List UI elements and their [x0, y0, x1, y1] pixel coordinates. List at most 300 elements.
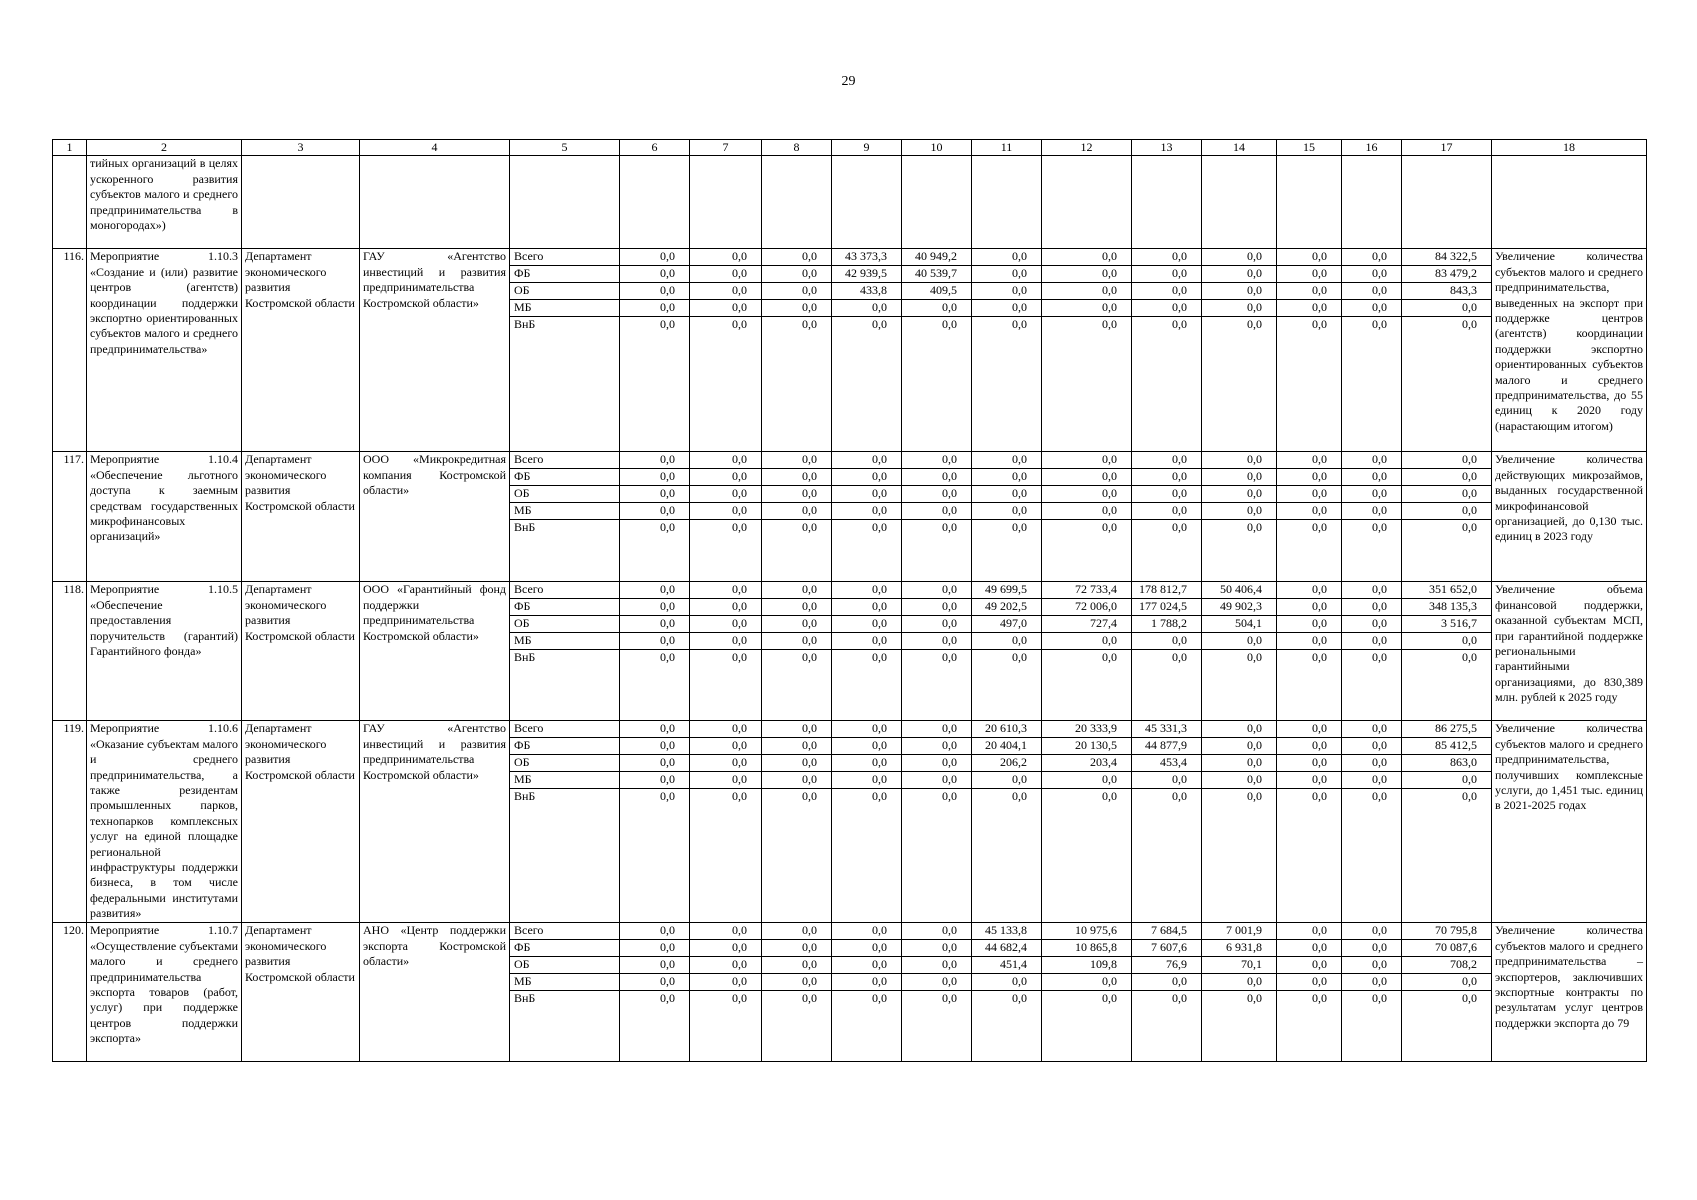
- amount-cell: 0,0: [1342, 940, 1402, 957]
- amount-cell: 0,0: [762, 503, 832, 520]
- amount-cell: 0,0: [762, 317, 832, 452]
- amount-cell: 45 331,3: [1132, 721, 1202, 738]
- cell: [1132, 156, 1202, 249]
- funding-source: Всего: [510, 582, 620, 599]
- amount-cell: 0,0: [972, 283, 1042, 300]
- funding-source: Всего: [510, 249, 620, 266]
- amount-cell: 3 516,7: [1402, 616, 1492, 633]
- expected-result: Увеличение количества действующих микрозаймов, выданных государственной микрофинансовой организацией, до 0,130 тыс. единиц в 2023 году: [1492, 452, 1647, 582]
- amount-cell: 0,0: [690, 789, 762, 923]
- amount-cell: 0,0: [832, 991, 902, 1062]
- continuation-text: тийных организаций в целях ускоренного развития субъектов малого и среднего предпринимательства в моногородах»): [87, 156, 242, 249]
- funding-row: [53, 923, 1647, 940]
- amount-cell: 0,0: [902, 721, 972, 738]
- funding-source: ВнБ: [510, 520, 620, 582]
- column-number: 3: [242, 140, 360, 156]
- amount-cell: 0,0: [832, 582, 902, 599]
- funding-source: ФБ: [510, 266, 620, 283]
- cell: [972, 156, 1042, 249]
- amount-cell: 0,0: [1132, 300, 1202, 317]
- amount-cell: 0,0: [690, 582, 762, 599]
- amount-cell: 72 006,0: [1042, 599, 1132, 616]
- amount-cell: 0,0: [1342, 300, 1402, 317]
- amount-cell: 40 949,2: [902, 249, 972, 266]
- column-number: 1: [53, 140, 87, 156]
- amount-cell: 0,0: [1042, 789, 1132, 923]
- amount-cell: 0,0: [832, 940, 902, 957]
- amount-cell: 10 975,6: [1042, 923, 1132, 940]
- amount-cell: 0,0: [972, 789, 1042, 923]
- amount-cell: 0,0: [1277, 957, 1342, 974]
- amount-cell: 0,0: [832, 974, 902, 991]
- column-number: 10: [902, 140, 972, 156]
- amount-cell: 0,0: [1402, 469, 1492, 486]
- amount-cell: 0,0: [832, 755, 902, 772]
- amount-cell: 0,0: [1277, 582, 1342, 599]
- amount-cell: 0,0: [1202, 283, 1277, 300]
- amount-cell: 0,0: [1402, 300, 1492, 317]
- amount-cell: 0,0: [1202, 650, 1277, 721]
- amount-cell: 0,0: [620, 755, 690, 772]
- event-description: Мероприятие 1.10.4 «Обеспечение льготного доступа к заемным средствам государственных микрофинансовых организаций»: [87, 452, 242, 582]
- amount-cell: 0,0: [972, 650, 1042, 721]
- amount-cell: 0,0: [620, 633, 690, 650]
- amount-cell: 0,0: [690, 503, 762, 520]
- column-number: 6: [620, 140, 690, 156]
- cell: [1342, 156, 1402, 249]
- amount-cell: 0,0: [690, 452, 762, 469]
- amount-cell: 0,0: [902, 520, 972, 582]
- cell: [620, 156, 690, 249]
- amount-cell: 0,0: [620, 283, 690, 300]
- amount-cell: 0,0: [690, 469, 762, 486]
- amount-cell: 206,2: [972, 755, 1042, 772]
- amount-cell: 409,5: [902, 283, 972, 300]
- expected-result: Увеличение количества субъектов малого и среднего предпринимательства – экспортеров, заключивших экспортные контракты по результатам услуг центров поддержки экспорта до 79: [1492, 923, 1647, 1062]
- amount-cell: 0,0: [1202, 317, 1277, 452]
- event-number: 118.: [53, 582, 87, 721]
- cell: [690, 156, 762, 249]
- amount-cell: 0,0: [972, 317, 1042, 452]
- amount-cell: 0,0: [1277, 974, 1342, 991]
- amount-cell: 0,0: [620, 991, 690, 1062]
- funding-source: ФБ: [510, 940, 620, 957]
- funding-source: ФБ: [510, 469, 620, 486]
- amount-cell: 0,0: [1277, 721, 1342, 738]
- cell: [1402, 156, 1492, 249]
- cell: [242, 156, 360, 249]
- amount-cell: 0,0: [1342, 503, 1402, 520]
- amount-cell: 351 652,0: [1402, 582, 1492, 599]
- amount-cell: 0,0: [902, 616, 972, 633]
- column-number-row: [53, 140, 1647, 156]
- cell: [1042, 156, 1132, 249]
- amount-cell: 0,0: [1202, 755, 1277, 772]
- amount-cell: 0,0: [1277, 616, 1342, 633]
- amount-cell: 7 684,5: [1132, 923, 1202, 940]
- amount-cell: 0,0: [1277, 317, 1342, 452]
- amount-cell: 70 795,8: [1402, 923, 1492, 940]
- funding-source: ОБ: [510, 616, 620, 633]
- amount-cell: 0,0: [832, 300, 902, 317]
- amount-cell: 0,0: [902, 300, 972, 317]
- amount-cell: 348 135,3: [1402, 599, 1492, 616]
- amount-cell: 20 333,9: [1042, 721, 1132, 738]
- cell: [1492, 156, 1647, 249]
- amount-cell: 0,0: [972, 486, 1042, 503]
- amount-cell: 0,0: [620, 520, 690, 582]
- amount-cell: 0,0: [902, 317, 972, 452]
- amount-cell: 0,0: [1342, 469, 1402, 486]
- amount-cell: 0,0: [1277, 452, 1342, 469]
- column-number: 16: [1342, 140, 1402, 156]
- amount-cell: 0,0: [1202, 738, 1277, 755]
- funding-source: ВнБ: [510, 789, 620, 923]
- amount-cell: 0,0: [1202, 789, 1277, 923]
- column-number: 12: [1042, 140, 1132, 156]
- amount-cell: 0,0: [690, 923, 762, 940]
- amount-cell: 504,1: [1202, 616, 1277, 633]
- amount-cell: 0,0: [690, 755, 762, 772]
- funding-source: МБ: [510, 772, 620, 789]
- amount-cell: 0,0: [690, 957, 762, 974]
- amount-cell: 0,0: [690, 772, 762, 789]
- amount-cell: 0,0: [1132, 469, 1202, 486]
- amount-cell: 0,0: [690, 633, 762, 650]
- amount-cell: 0,0: [762, 300, 832, 317]
- amount-cell: 0,0: [762, 469, 832, 486]
- responsible-executor: Департамент экономического развития Костромской области: [242, 249, 360, 452]
- amount-cell: 0,0: [1402, 772, 1492, 789]
- amount-cell: 84 322,5: [1402, 249, 1492, 266]
- amount-cell: 0,0: [902, 582, 972, 599]
- amount-cell: 0,0: [902, 991, 972, 1062]
- amount-cell: 0,0: [1402, 974, 1492, 991]
- amount-cell: 0,0: [832, 772, 902, 789]
- amount-cell: 0,0: [690, 266, 762, 283]
- funding-source: МБ: [510, 974, 620, 991]
- amount-cell: 6 931,8: [1202, 940, 1277, 957]
- column-number: 17: [1402, 140, 1492, 156]
- amount-cell: 0,0: [1342, 789, 1402, 923]
- page-number: 29: [841, 74, 856, 89]
- amount-cell: 0,0: [832, 469, 902, 486]
- amount-cell: 7 001,9: [1202, 923, 1277, 940]
- participant: ГАУ «Агентство инвестиций и развития предпринимательства Костромской области»: [360, 721, 510, 923]
- amount-cell: 0,0: [1132, 650, 1202, 721]
- responsible-executor: Департамент экономического развития Костромской области: [242, 721, 360, 923]
- amount-cell: 0,0: [1342, 486, 1402, 503]
- amount-cell: 0,0: [690, 317, 762, 452]
- cell: [360, 156, 510, 249]
- column-number: 15: [1277, 140, 1342, 156]
- amount-cell: 0,0: [832, 923, 902, 940]
- amount-cell: 0,0: [762, 650, 832, 721]
- amount-cell: 0,0: [972, 633, 1042, 650]
- amount-cell: 0,0: [1277, 923, 1342, 940]
- amount-cell: 49 902,3: [1202, 599, 1277, 616]
- amount-cell: 0,0: [690, 599, 762, 616]
- amount-cell: 0,0: [1132, 452, 1202, 469]
- amount-cell: 0,0: [1132, 503, 1202, 520]
- amount-cell: 0,0: [762, 755, 832, 772]
- amount-cell: 0,0: [1277, 650, 1342, 721]
- amount-cell: 0,0: [1277, 249, 1342, 266]
- amount-cell: 0,0: [1132, 772, 1202, 789]
- amount-cell: 0,0: [620, 300, 690, 317]
- amount-cell: 433,8: [832, 283, 902, 300]
- amount-cell: 0,0: [832, 738, 902, 755]
- expected-result: Увеличение объема финансовой поддержки, оказанной субъектам МСП, при гарантийной поддержке региональными гарантийными организациями, до 830,389 млн. рублей к 2025 году: [1492, 582, 1647, 721]
- column-number: 14: [1202, 140, 1277, 156]
- cell: [902, 156, 972, 249]
- amount-cell: 0,0: [1132, 317, 1202, 452]
- amount-cell: 0,0: [1042, 503, 1132, 520]
- amount-cell: 0,0: [902, 974, 972, 991]
- amount-cell: 0,0: [1402, 650, 1492, 721]
- amount-cell: 0,0: [972, 991, 1042, 1062]
- amount-cell: 0,0: [832, 520, 902, 582]
- amount-cell: 0,0: [1277, 283, 1342, 300]
- amount-cell: 0,0: [762, 582, 832, 599]
- responsible-executor: Департамент экономического развития Костромской области: [242, 582, 360, 721]
- amount-cell: 0,0: [902, 633, 972, 650]
- amount-cell: 0,0: [1132, 266, 1202, 283]
- amount-cell: 50 406,4: [1202, 582, 1277, 599]
- amount-cell: 0,0: [690, 300, 762, 317]
- amount-cell: 0,0: [1132, 991, 1202, 1062]
- amount-cell: 42 939,5: [832, 266, 902, 283]
- amount-cell: 0,0: [620, 503, 690, 520]
- amount-cell: 0,0: [1342, 599, 1402, 616]
- amount-cell: 451,4: [972, 957, 1042, 974]
- column-number: 11: [972, 140, 1042, 156]
- amount-cell: 0,0: [1277, 738, 1342, 755]
- cell: [1277, 156, 1342, 249]
- amount-cell: 40 539,7: [902, 266, 972, 283]
- funding-source: ВнБ: [510, 650, 620, 721]
- amount-cell: 727,4: [1042, 616, 1132, 633]
- amount-cell: 0,0: [1202, 772, 1277, 789]
- amount-cell: 0,0: [1277, 520, 1342, 582]
- amount-cell: 0,0: [1202, 300, 1277, 317]
- amount-cell: 0,0: [1402, 486, 1492, 503]
- amount-cell: 0,0: [762, 616, 832, 633]
- amount-cell: 0,0: [762, 772, 832, 789]
- amount-cell: 0,0: [762, 991, 832, 1062]
- amount-cell: 0,0: [902, 923, 972, 940]
- amount-cell: 0,0: [690, 991, 762, 1062]
- amount-cell: 0,0: [1042, 650, 1132, 721]
- amount-cell: 0,0: [1342, 991, 1402, 1062]
- column-number: 4: [360, 140, 510, 156]
- amount-cell: 0,0: [620, 738, 690, 755]
- amount-cell: 0,0: [902, 599, 972, 616]
- amount-cell: 0,0: [690, 283, 762, 300]
- funding-source: МБ: [510, 300, 620, 317]
- amount-cell: 0,0: [1402, 789, 1492, 923]
- amount-cell: 72 733,4: [1042, 582, 1132, 599]
- amount-cell: 178 812,7: [1132, 582, 1202, 599]
- amount-cell: 0,0: [902, 650, 972, 721]
- funding-source: ОБ: [510, 957, 620, 974]
- amount-cell: 0,0: [902, 789, 972, 923]
- amount-cell: 0,0: [762, 283, 832, 300]
- amount-cell: 0,0: [690, 616, 762, 633]
- column-number: 5: [510, 140, 620, 156]
- amount-cell: 453,4: [1132, 755, 1202, 772]
- amount-cell: 10 865,8: [1042, 940, 1132, 957]
- amount-cell: 0,0: [1402, 452, 1492, 469]
- funding-source: Всего: [510, 452, 620, 469]
- amount-cell: 0,0: [1277, 486, 1342, 503]
- amount-cell: 843,3: [1402, 283, 1492, 300]
- amount-cell: 0,0: [1042, 249, 1132, 266]
- amount-cell: 0,0: [1277, 266, 1342, 283]
- amount-cell: 0,0: [1277, 755, 1342, 772]
- column-number: 7: [690, 140, 762, 156]
- amount-cell: 0,0: [762, 599, 832, 616]
- amount-cell: 0,0: [620, 266, 690, 283]
- amount-cell: 0,0: [832, 957, 902, 974]
- amount-cell: 0,0: [1202, 266, 1277, 283]
- funding-source: ВнБ: [510, 317, 620, 452]
- amount-cell: 0,0: [1132, 974, 1202, 991]
- amount-cell: 0,0: [620, 582, 690, 599]
- funding-source: Всего: [510, 923, 620, 940]
- cell: [53, 156, 87, 249]
- amount-cell: 0,0: [1132, 283, 1202, 300]
- amount-cell: 0,0: [1342, 249, 1402, 266]
- expected-result: Увеличение количества субъектов малого и среднего предпринимательства, выведенных на экспорт при поддержке центров (агентств) координации поддержки экспортно ориентированных субъектов малого и среднего предпринимательства, до 55 единиц к 2020 году (нарастающим итогом): [1492, 249, 1647, 452]
- amount-cell: 0,0: [832, 452, 902, 469]
- column-number: 2: [87, 140, 242, 156]
- amount-cell: 0,0: [620, 650, 690, 721]
- amount-cell: 203,4: [1042, 755, 1132, 772]
- amount-cell: 0,0: [972, 520, 1042, 582]
- amount-cell: 0,0: [1342, 633, 1402, 650]
- funding-row: [53, 721, 1647, 738]
- amount-cell: 0,0: [762, 520, 832, 582]
- amount-cell: 0,0: [762, 957, 832, 974]
- amount-cell: 0,0: [1402, 991, 1492, 1062]
- column-number: 8: [762, 140, 832, 156]
- amount-cell: 0,0: [1132, 486, 1202, 503]
- amount-cell: 86 275,5: [1402, 721, 1492, 738]
- amount-cell: 20 404,1: [972, 738, 1042, 755]
- amount-cell: 70 087,6: [1402, 940, 1492, 957]
- amount-cell: 177 024,5: [1132, 599, 1202, 616]
- amount-cell: 0,0: [762, 923, 832, 940]
- amount-cell: 0,0: [690, 249, 762, 266]
- cell: [762, 156, 832, 249]
- amount-cell: 0,0: [620, 469, 690, 486]
- amount-cell: 0,0: [620, 923, 690, 940]
- expected-result: Увеличение количества субъектов малого и среднего предпринимательства, получивших комплексные услуги, до 1,451 тыс. единиц в 2021-2025 годах: [1492, 721, 1647, 923]
- funding-source: МБ: [510, 503, 620, 520]
- amount-cell: 0,0: [1202, 633, 1277, 650]
- event-number: 119.: [53, 721, 87, 923]
- amount-cell: 49 699,5: [972, 582, 1042, 599]
- amount-cell: 0,0: [620, 974, 690, 991]
- amount-cell: 0,0: [762, 789, 832, 923]
- amount-cell: 0,0: [620, 721, 690, 738]
- cell: [832, 156, 902, 249]
- funding-source: ОБ: [510, 283, 620, 300]
- column-number: 13: [1132, 140, 1202, 156]
- event-number: 116.: [53, 249, 87, 452]
- amount-cell: 7 607,6: [1132, 940, 1202, 957]
- amount-cell: 0,0: [972, 266, 1042, 283]
- amount-cell: 0,0: [1342, 582, 1402, 599]
- amount-cell: 0,0: [762, 266, 832, 283]
- amount-cell: 0,0: [902, 738, 972, 755]
- amount-cell: 0,0: [972, 300, 1042, 317]
- amount-cell: 0,0: [762, 721, 832, 738]
- amount-cell: 0,0: [690, 721, 762, 738]
- amount-cell: 0,0: [690, 520, 762, 582]
- amount-cell: 0,0: [1277, 503, 1342, 520]
- amount-cell: 0,0: [1042, 266, 1132, 283]
- amount-cell: 0,0: [1042, 317, 1132, 452]
- event-description: Мероприятие 1.10.7 «Осуществление субъектами малого и среднего предпринимательства экспорта товаров (работ, услуг) при поддержке центров поддержки экспорта»: [87, 923, 242, 1062]
- amount-cell: 44 877,9: [1132, 738, 1202, 755]
- amount-cell: 0,0: [1402, 520, 1492, 582]
- amount-cell: 0,0: [1342, 650, 1402, 721]
- amount-cell: 0,0: [902, 940, 972, 957]
- amount-cell: 0,0: [690, 940, 762, 957]
- amount-cell: 0,0: [902, 452, 972, 469]
- amount-cell: 0,0: [1342, 738, 1402, 755]
- amount-cell: 0,0: [1342, 772, 1402, 789]
- amount-cell: 83 479,2: [1402, 266, 1492, 283]
- event-description: Мероприятие 1.10.6 «Оказание субъектам малого и среднего предпринимательства, а также резидентам промышленных парков, технопарков комплексных услуг на единой площадке региональной инфраструктуры поддержки бизнеса, в том числе федеральными институтами развития»: [87, 721, 242, 923]
- amount-cell: 0,0: [1402, 633, 1492, 650]
- funding-source: Всего: [510, 721, 620, 738]
- amount-cell: 0,0: [832, 789, 902, 923]
- cell: [1202, 156, 1277, 249]
- amount-cell: 0,0: [620, 789, 690, 923]
- funding-source: ОБ: [510, 755, 620, 772]
- amount-cell: 0,0: [1202, 991, 1277, 1062]
- amount-cell: 0,0: [1042, 520, 1132, 582]
- column-number: 9: [832, 140, 902, 156]
- amount-cell: 0,0: [832, 650, 902, 721]
- amount-cell: 0,0: [1342, 721, 1402, 738]
- amount-cell: 0,0: [1342, 317, 1402, 452]
- amount-cell: 0,0: [1132, 249, 1202, 266]
- amount-cell: 0,0: [1342, 452, 1402, 469]
- amount-cell: 0,0: [1342, 283, 1402, 300]
- amount-cell: 0,0: [902, 486, 972, 503]
- amount-cell: 0,0: [620, 249, 690, 266]
- amount-cell: 0,0: [762, 974, 832, 991]
- amount-cell: 0,0: [1042, 452, 1132, 469]
- amount-cell: 0,0: [902, 503, 972, 520]
- amount-cell: 20 610,3: [972, 721, 1042, 738]
- amount-cell: 44 682,4: [972, 940, 1042, 957]
- program-events-table: [52, 139, 1647, 1062]
- amount-cell: 0,0: [1342, 616, 1402, 633]
- amount-cell: 45 133,8: [972, 923, 1042, 940]
- funding-row: [53, 249, 1647, 266]
- amount-cell: 0,0: [1042, 486, 1132, 503]
- amount-cell: 0,0: [1342, 755, 1402, 772]
- participant: ГАУ «Агентство инвестиций и развития предпринимательства Костромской области»: [360, 249, 510, 452]
- amount-cell: 0,0: [1042, 991, 1132, 1062]
- table-body: [53, 140, 1647, 1062]
- amount-cell: 708,2: [1402, 957, 1492, 974]
